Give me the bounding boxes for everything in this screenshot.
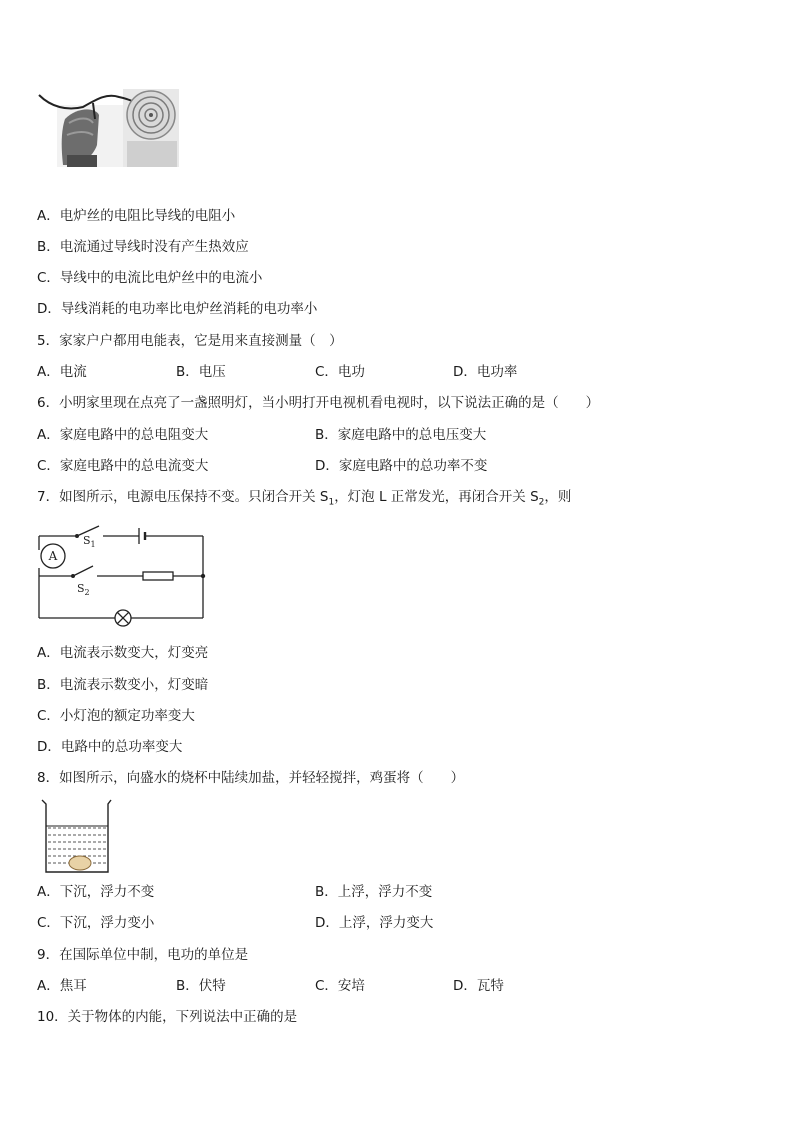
q7-stem-sub1: 1 [328, 497, 335, 508]
q6-option-a: A．家庭电路中的总电阻变大 [37, 427, 209, 443]
q7-stem-pre: 7．如图所示，电源电压保持不变。只闭合开关 S [37, 489, 329, 505]
q6-stem: 6．小明家里现在点亮了一盏照明灯，当小明打开电视机看电视时，以下说法正确的是（ ） [37, 395, 600, 411]
q6-option-c: C．家庭电路中的总电流变大 [37, 458, 209, 474]
q7-ammeter-label: A [48, 549, 58, 563]
q9-stem: 9．在国际单位中制，电功的单位是 [37, 947, 249, 963]
q7-option-d: D．电路中的总功率变大 [37, 739, 183, 755]
q8-option-a: A．下沉，浮力不变 [37, 884, 155, 900]
q5-option-b: B．电压 [176, 364, 226, 380]
q9-option-a: A．焦耳 [37, 978, 87, 994]
q6-option-b: B．家庭电路中的总电压变大 [315, 427, 487, 443]
q5-option-a: A．电流 [37, 364, 87, 380]
q9-option-c: C．安培 [315, 978, 365, 994]
svg-text:S1 [83, 534, 96, 549]
q7-stem [37, 488, 571, 512]
q4-option-d: D．导线消耗的电功率比电炉丝消耗的电功率小 [37, 301, 318, 317]
q8-option-d: D．上浮，浮力变大 [315, 915, 434, 931]
q7-option-a: A．电流表示数变大，灯变亮 [37, 645, 209, 661]
q7-circuit-diagram [37, 520, 207, 630]
q7-s2-label: S [77, 582, 85, 595]
q7-stem-mid: ，灯泡 L 正常发光，再闭合开关 S [334, 489, 539, 505]
q7-option-b: B．电流表示数变小，灯变暗 [37, 677, 209, 693]
q8-beaker-egg-diagram [38, 798, 112, 876]
q9-option-d: D．瓦特 [453, 978, 504, 994]
q4-option-a: A．电炉丝的电阻比导线的电阻小 [37, 208, 236, 224]
q5-stem: 5．家家户户都用电能表，它是用来直接测量（ ） [37, 333, 343, 349]
q4-option-b: B．电流通过导线时没有产生热效应 [37, 239, 249, 255]
egg-icon [69, 856, 91, 870]
q7-s1-sub: 1 [90, 540, 96, 549]
q8-stem: 8．如图所示，向盛水的烧杯中陆续加盐，并轻轻搅拌，鸡蛋将（ ） [37, 770, 465, 786]
q7-stem-sub2: 2 [538, 497, 545, 508]
q10-stem: 10．关于物体的内能，下列说法中正确的是 [37, 1009, 298, 1025]
q6-option-d: D．家庭电路中的总功率不变 [315, 458, 488, 474]
electric-stove-photo [37, 85, 179, 167]
q8-option-c: C．下沉，浮力变小 [37, 915, 155, 931]
q7-s2-sub: 2 [84, 588, 90, 597]
q5-option-c: C．电功 [315, 364, 365, 380]
svg-text:S2 [77, 582, 90, 597]
q8-option-b: B．上浮，浮力不变 [315, 884, 433, 900]
q7-option-c: C．小灯泡的额定功率变大 [37, 708, 195, 724]
q4-option-c: C．导线中的电流比电炉丝中的电流小 [37, 270, 263, 286]
q7-s1-label: S [83, 534, 91, 547]
q7-stem-post: ，则 [544, 489, 572, 505]
q9-option-b: B．伏特 [176, 978, 226, 994]
q5-option-d: D．电功率 [453, 364, 518, 380]
